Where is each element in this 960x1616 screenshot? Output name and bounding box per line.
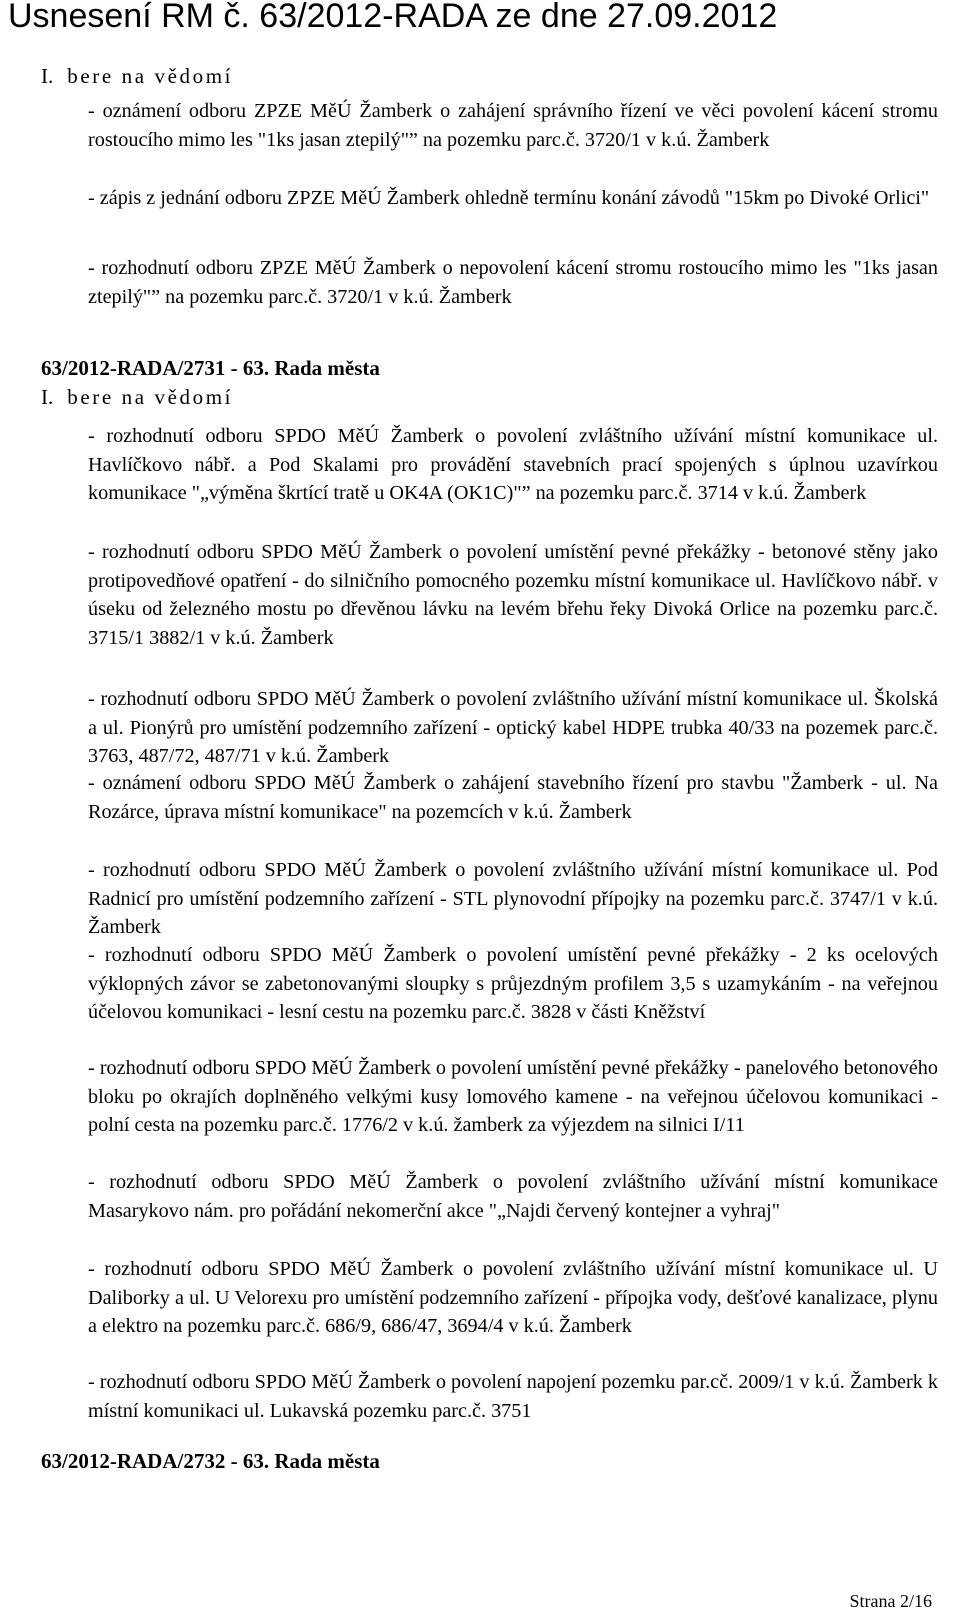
section-2-item-5: - rozhodnutí odboru SPDO MěÚ Žamberk o povolení zvláštního užívání místní komunikace ul. Pod Radnicí pro umístění podzemního zařízení - STL plynovodní přípojky na pozemku parc.č. 3747/1 v k.ú. Žamberk <box>88 859 938 939</box>
section-2-resolution-line <box>41 383 233 411</box>
section-2-resolution-label: bere na vědomí <box>67 385 234 409</box>
section-1-resolution-line <box>41 62 233 90</box>
section-2-item-6: - rozhodnutí odboru SPDO MěÚ Žamberk o povolení umístění pevné překážky - 2 ks ocelových výklopných závor se zabetonovanými sloupky s průjezdným profilem 3,5 s uzamykáním - na veřejnou účelovou komunikaci - lesní cestu na pozemku parc.č. 3828 v části Kněžství <box>88 944 938 1024</box>
section-1-item-3: - rozhodnutí odboru ZPZE MěÚ Žamberk o nepovolení kácení stromu rostoucího mimo les "1ks jasan ztepilý"” na pozemku parc.č. 3720/1 v k.ú. Žamberk <box>88 257 938 308</box>
section-3-heading: 63/2012-RADA/2732 - 63. Rada města <box>41 1449 380 1473</box>
page-header-title: Usnesení RM č. 63/2012-RADA ze dne 27.09.2012 <box>8 0 778 35</box>
section-2-item-9: - rozhodnutí odboru SPDO MěÚ Žamberk o povolení zvláštního užívání místní komunikace ul. U Daliborky a ul. U Velorexu pro umístění podzemního zařízení - přípojka vody, dešťové kanalizace, plynu a elektro na pozemku parc.č. 686/9, 686/47, 3694/4 v k.ú. Žamberk <box>88 1258 938 1338</box>
section-1-roman-numeral: I. <box>41 64 54 88</box>
section-2-item-10: - rozhodnutí odboru SPDO MěÚ Žamberk o povolení napojení pozemku par.cč. 2009/1 v k.ú. Žamberk k místní komunikaci ul. Lukavská pozemku parc.č. 3751 <box>88 1371 938 1422</box>
section-1-item-2: - zápis z jednání odboru ZPZE MěÚ Žamberk ohledně termínu konání závodů "15km po Divoké Orlici" <box>88 187 930 209</box>
section-2-item-4: - oznámení odboru SPDO MěÚ Žamberk o zahájení stavebního řízení pro stavbu "Žamberk - ul. Na Rozárce, úprava místní komunikace" na pozemcích v k.ú. Žamberk <box>88 772 938 823</box>
section-2-roman-numeral: I. <box>41 385 54 409</box>
section-2-item-1: - rozhodnutí odboru SPDO MěÚ Žamberk o povolení zvláštního užívání místní komunikace ul. Havlíčkovo nábř. a Pod Skalami pro provádění stavebních prací spojených s úplnou uzavírkou komunikace "„výměna škrtící tratě u OK4A (OK1C)"” na pozemku parc.č. 3714 v k.ú. Žamberk <box>88 425 938 505</box>
section-1-item-1: - oznámení odboru ZPZE MěÚ Žamberk o zahájení správního řízení ve věci povolení kácení stromu rostoucího mimo les "1ks jasan ztepilý"” na pozemku parc.č. 3720/1 v k.ú. Žamberk <box>88 100 938 151</box>
section-2-heading: 63/2012-RADA/2731 - 63. Rada města <box>41 356 380 380</box>
page-number: Strana 2/16 <box>849 1591 932 1611</box>
section-2-item-2: - rozhodnutí odboru SPDO MěÚ Žamberk o povolení umístění pevné překážky - betonové stěny jako protipovedňové opatření - do silničního pomocného pozemku místní komunikace ul. Havlíčkovo nábř. v úseku od železného mostu po dřevěnou lávku na levém břehu řeky Divoká Orlice na pozemku parc.č. 3715/1 3882/1 v k.ú. Žamberk <box>88 541 938 650</box>
section-1-resolution-label: bere na vědomí <box>67 64 234 88</box>
section-2-item-7: - rozhodnutí odboru SPDO MěÚ Žamberk o povolení umístění pevné překážky - panelového betonového bloku po okrajích doplněného velkými kusy lomového kamene - na veřejnou účelovou komunikaci - polní cesta na pozemku parc.č. 1776/2 v k.ú. žamberk za výjezdem na silnici I/11 <box>88 1057 938 1137</box>
section-2-item-3: - rozhodnutí odboru SPDO MěÚ Žamberk o povolení zvláštního užívání místní komunikace ul. Školská a ul. Pionýrů pro umístění podzemního zařízení - optický kabel HDPE trubka 40/33 na pozemek parc.č. 3763, 487/72, 487/71 v k.ú. Žamberk <box>88 688 938 768</box>
section-2-item-8: - rozhodnutí odboru SPDO MěÚ Žamberk o povolení zvláštního užívání místní komunikace Masarykovo nám. pro pořádání nekomerční akce "„Najdi červený kontejner a vyhraj" <box>88 1171 938 1222</box>
